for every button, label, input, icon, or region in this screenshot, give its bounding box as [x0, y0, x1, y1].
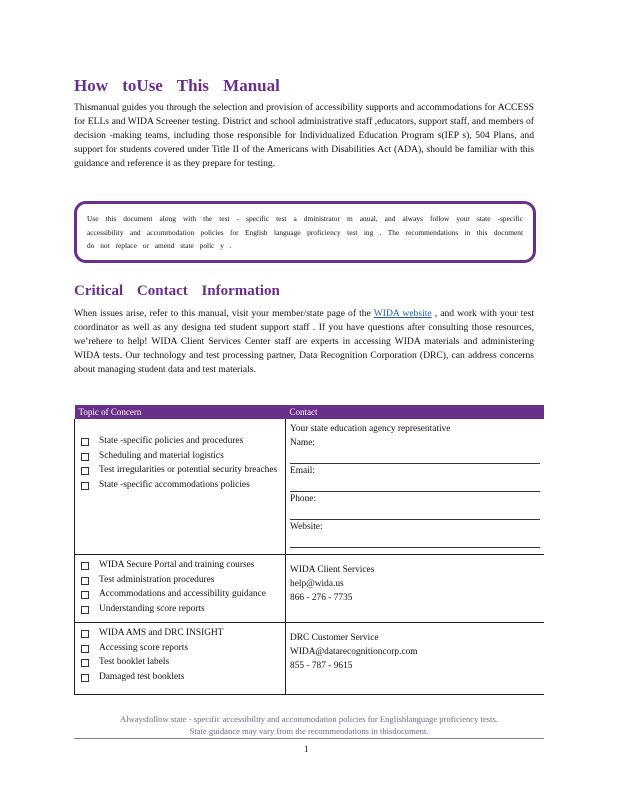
topic-item: WIDA AMS and DRC INSIGHT [79, 626, 281, 641]
table-header-row [75, 405, 545, 419]
topic-item: Accommodations and accessibility guidance [79, 587, 281, 602]
topic-cell [75, 623, 286, 695]
table-row [75, 419, 545, 555]
topic-item: State -specific policies and procedures [79, 434, 281, 449]
contact-line: Your state education agency representative [290, 424, 451, 434]
contact-website-field: Website: [290, 522, 323, 532]
header-contact: Contact [286, 405, 545, 419]
topic-item: Test administration procedures [79, 573, 281, 588]
how-to-use-body: Thismanual guides you through the selection and provision of accessibility supports and accommodations for ACCESS for ELLs and WIDA Screener testing. District and school administrative staff ,educators, support staff, and members of decision -making teams, including those responsible for Individualized Education Program s(IEP s), 504 Plans, and support for students covered under Title II of the Americans with Disabilities Act (ADA), should be familiar with this guidance and reference it as they prepare for testing. [74, 102, 534, 169]
topic-item: Scheduling and material logistics [79, 449, 281, 464]
contact-cell [286, 623, 545, 695]
footer-line: State guidance may vary from the recommendations in thisdocument. [189, 726, 429, 736]
wida-website-link[interactable]: WIDA website [373, 308, 432, 319]
topic-item: WIDA Secure Portal and training courses [79, 558, 281, 573]
critical-contact-body [74, 307, 534, 377]
topic-item: Accessing score reports [79, 641, 281, 656]
section-title-critical-contact: Critical Contact Information [74, 283, 280, 299]
topic-item: Damaged test booklets [79, 670, 281, 685]
footer-divider [74, 738, 544, 739]
topic-item: Test irregularities or potential security breaches [79, 463, 281, 478]
contact-email-field: Email: [290, 464, 540, 492]
contact-phone-field: Phone: [290, 492, 540, 520]
footer-line: Alwaysfollow state - specific accessibility and accommodation policies for Englishlanguage proficiency tests. [119, 714, 498, 724]
table-row [75, 623, 545, 695]
topic-item: Test booklet labels [79, 655, 281, 670]
footer-note [74, 713, 544, 737]
table-row [75, 555, 545, 623]
contact-name-field: Name: [290, 436, 540, 464]
critical-contact-text-b: , and work with your test coordinator as well as any designa ted student support staff . If you have questions after consulting those resources, we’rehere to help! WIDA Client Services Center staff are experts in accessing WIDA materials and administering WIDA tests. Our technology and test processing partner, Data Recognition Corporation (DRC), can address concerns about managing student data and test materials. [74, 308, 535, 375]
topic-item: State -specific accommodations policies [79, 478, 281, 493]
contact-line: DRC Customer Service [290, 633, 379, 643]
header-topic: Topic of Concern [75, 405, 286, 419]
topic-item: Understanding score reports [79, 602, 281, 617]
contact-phone: 855 - 787 - 9615 [290, 661, 353, 671]
contact-email: help@wida.us [290, 579, 344, 589]
contact-email: WIDA@datarecognitioncorp.com [290, 647, 418, 657]
contact-cell [286, 419, 545, 555]
contact-cell [286, 555, 545, 623]
contact-line: WIDA Client Services [290, 565, 375, 575]
topic-cell [75, 555, 286, 623]
callout-text: Use this document along with the test - specific test a dministrator m anual, and always follow your state -specific accessibility and accommodation policies for English language proficiency test ing . The recommendations in this document do not replace or amend state polic y . [87, 214, 523, 250]
section-title-how-to-use: How toUse This Manual [74, 76, 280, 95]
critical-contact-text-a: When issues arise, refer to this manual, visit your member/state page of the [74, 308, 371, 319]
page-number: 1 [304, 744, 309, 754]
contact-phone: 866 - 276 - 7735 [290, 593, 353, 603]
contact-table [74, 405, 544, 695]
callout-box [74, 201, 536, 263]
topic-cell [75, 419, 286, 555]
